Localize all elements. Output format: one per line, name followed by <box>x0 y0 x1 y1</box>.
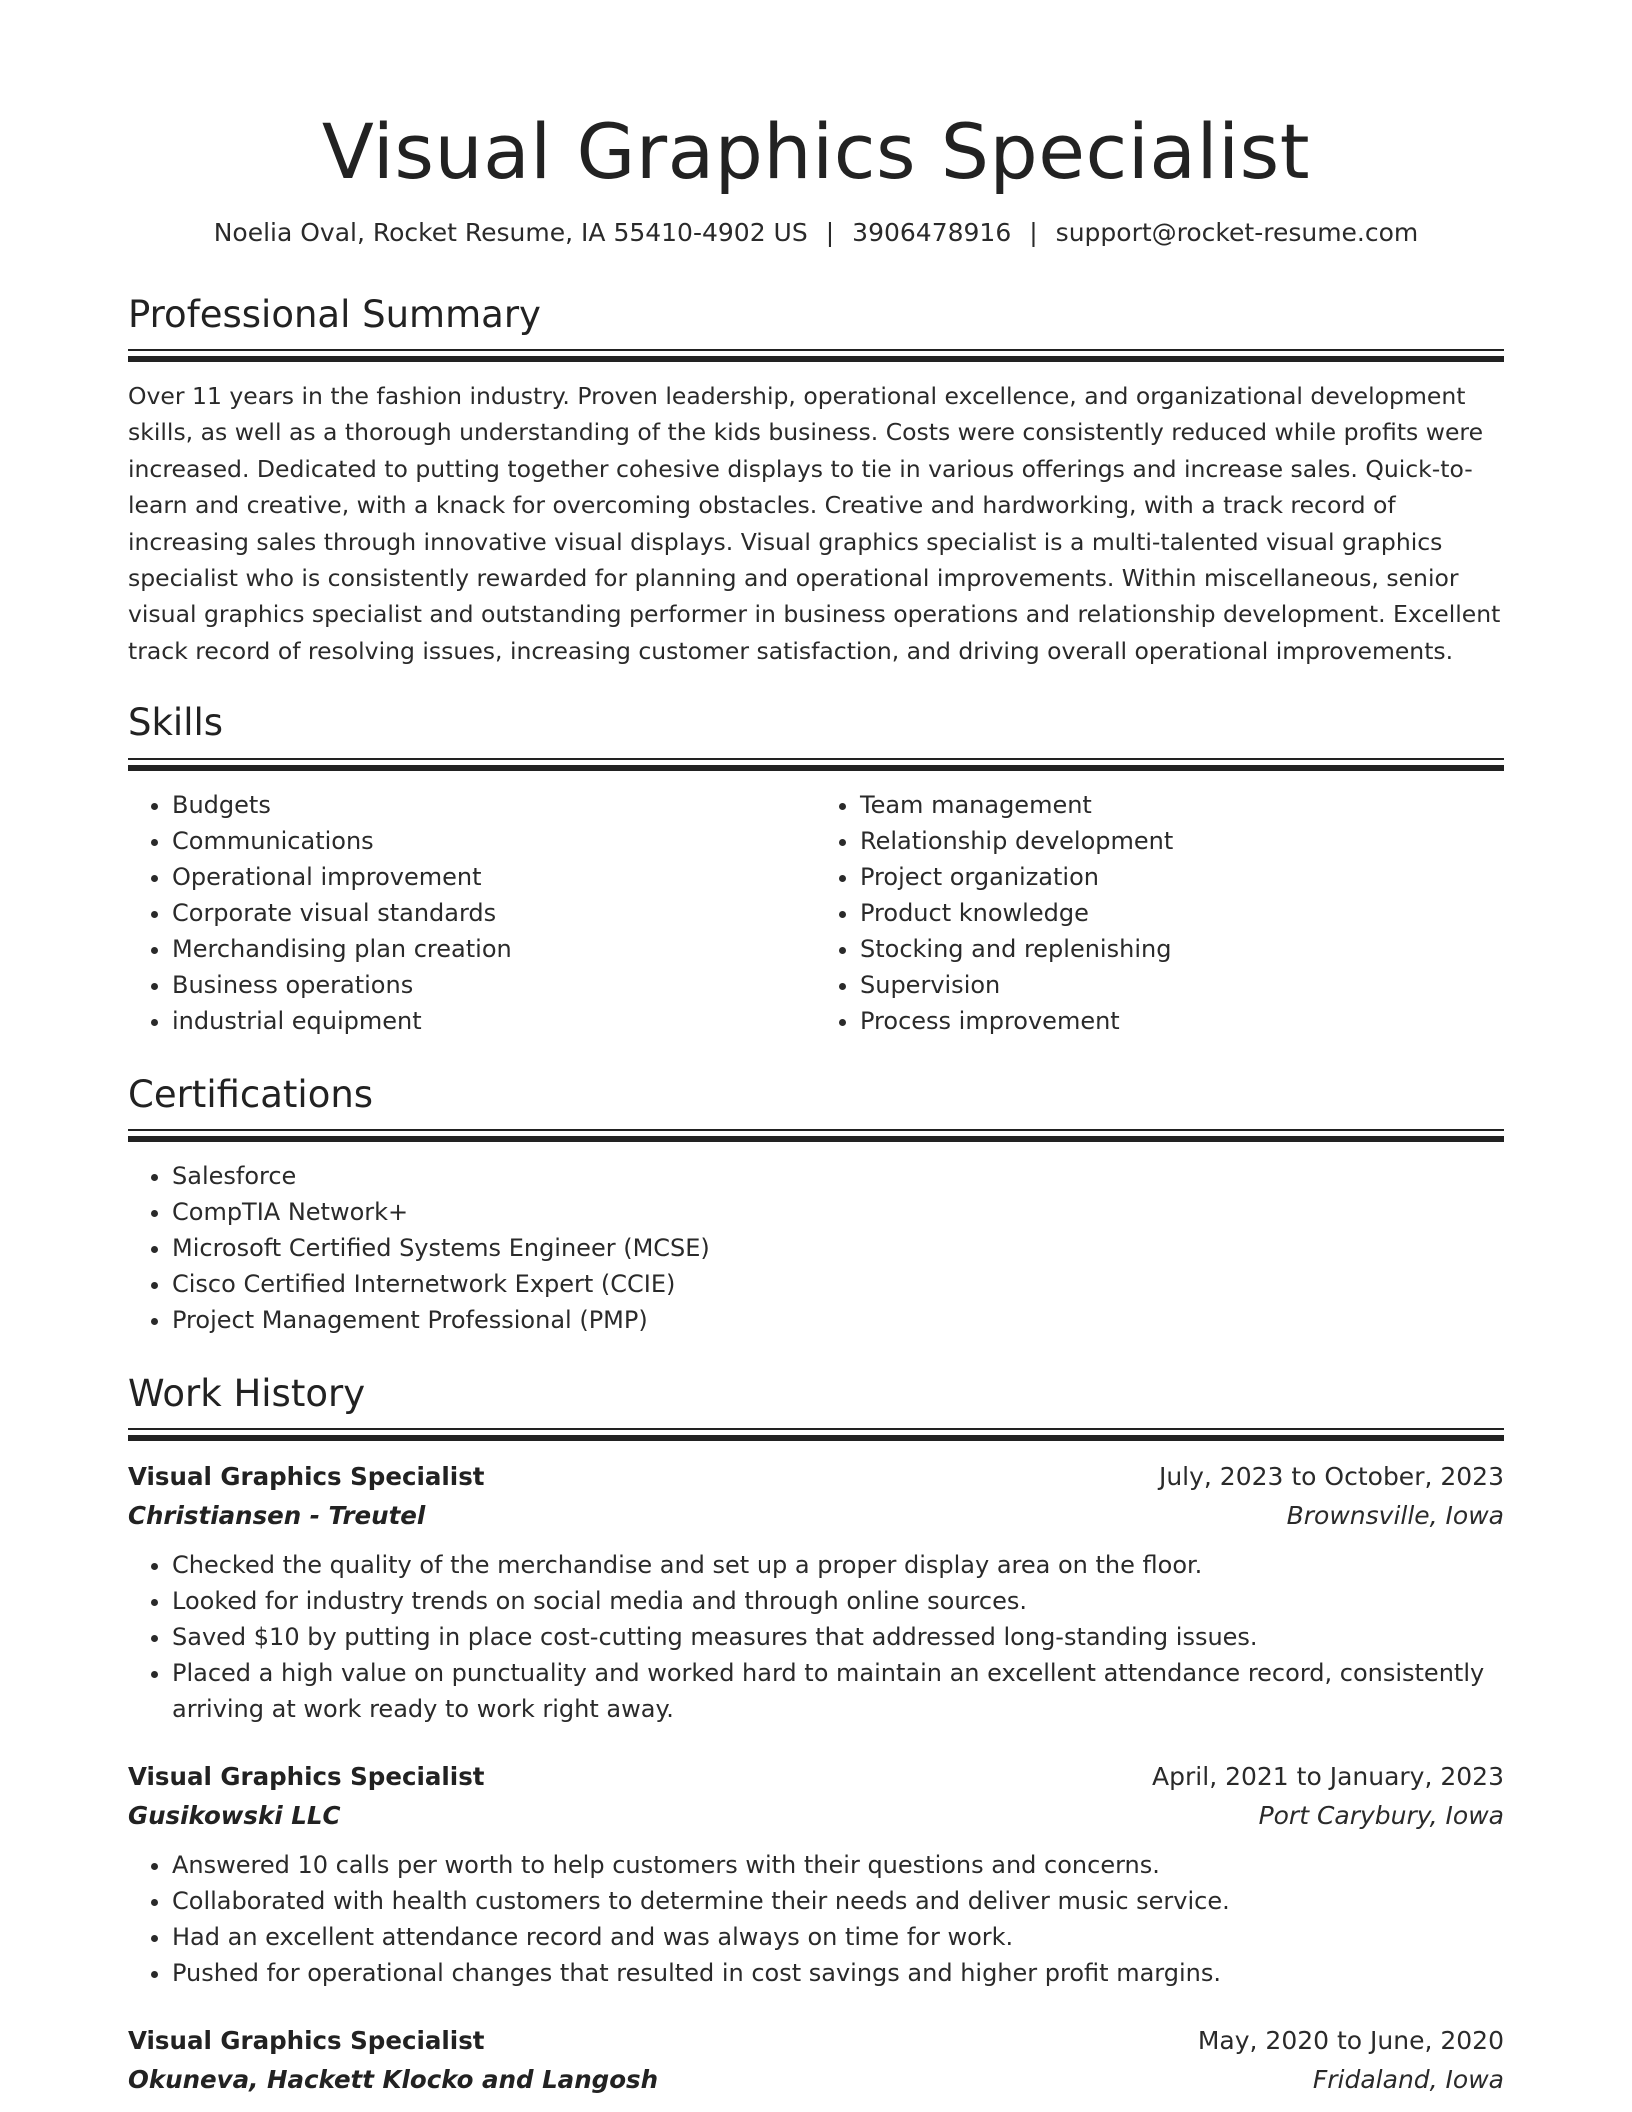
list-item: • Operational improvement <box>172 859 816 895</box>
list-item: • Stocking and replenishing <box>860 931 1504 967</box>
list-item: • Cisco Certified Internetwork Expert (CCIE) <box>172 1266 1504 1302</box>
list-item: • Team management <box>860 787 1504 823</box>
list-item: • CompTIA Network+ <box>172 1194 1504 1230</box>
list-item: • Business operations <box>172 967 816 1003</box>
list-item: • Pushed for operational changes that resulted in cost savings and higher profit margins. <box>172 1955 1504 1991</box>
section-divider <box>128 758 1504 771</box>
summary-text: Over 11 years in the fashion industry. Proven leadership, operational excellence, and organizational development skills, as well as a thorough understanding of the kids business. Costs were consistently reduced while profits were increased. Dedicated to putting together cohesive displays to tie in various offerings and increase sales. Quick-to-learn and creative, with a knack for overcoming obstacles. Creative and hardworking, with a track record of increasing sales through innovative visual displays. Visual graphics specialist is a multi-talented visual graphics specialist who is consistently rewarded for planning and operational improvements. Within miscellaneous, senior visual graphics specialist and outstanding performer in business operations and relationship development. Excellent track record of resolving issues, increasing customer satisfaction, and driving overall operational improvements. <box>128 381 1501 665</box>
section-divider <box>128 349 1504 362</box>
list-item: • industrial equipment <box>172 1003 816 1039</box>
list-item: • Collaborated with health customers to determine their needs and deliver music service. <box>172 1883 1504 1919</box>
list-item: • Corporate visual standards <box>172 895 816 931</box>
job-dates: April, 2021 to January, 2023 <box>1152 1762 1504 1792</box>
section-divider <box>128 1428 1504 1441</box>
jobs-list <box>128 1457 1504 2099</box>
list-item: • Communications <box>172 823 816 859</box>
list-item: • Relationship development <box>860 823 1504 859</box>
skills-list-left <box>128 787 816 1039</box>
list-item: • Placed a high value on punctuality and worked hard to maintain an excellent attendance record, consistently arriving at work ready to work right away. <box>172 1655 1504 1727</box>
list-item: • Looked for industry trends on social media and through online sources. <box>172 1583 1504 1619</box>
job-duties-list <box>128 1547 1504 1727</box>
professional-summary-section <box>128 293 1504 670</box>
section-title-summary: Professional Summary <box>128 292 541 336</box>
list-item: • Salesforce <box>172 1158 1504 1194</box>
list-item: • Merchandising plan creation <box>172 931 816 967</box>
list-item: • Budgets <box>172 787 816 823</box>
certifications-list <box>128 1158 1504 1338</box>
list-item: • Project organization <box>860 859 1504 895</box>
contact-email: support@rocket-resume.com <box>1055 217 1419 247</box>
contact-phone: 3906478916 <box>852 217 1012 247</box>
contact-line <box>128 218 1504 247</box>
job-company-row <box>128 1797 1504 1835</box>
job-company: Okuneva, Hackett Klocko and Langosh <box>128 2065 659 2095</box>
job-header-row <box>128 2021 1504 2061</box>
job-location: Fridaland, Iowa <box>1312 2065 1504 2095</box>
job-company: Christiansen - Treutel <box>128 1501 426 1531</box>
job-header-row <box>128 1457 1504 1497</box>
contact-separator: | <box>825 217 835 247</box>
list-item: • Process improvement <box>860 1003 1504 1039</box>
job-company: Gusikowski LLC <box>128 1801 341 1831</box>
job-title: Visual Graphics Specialist <box>128 2026 485 2056</box>
job-location: Port Carybury, Iowa <box>1258 1801 1504 1831</box>
job-company-row <box>128 2061 1504 2099</box>
skills-list-right <box>816 787 1504 1039</box>
job-dates: May, 2020 to June, 2020 <box>1197 2026 1504 2056</box>
list-item: • Microsoft Certified Systems Engineer (MCSE) <box>172 1230 1504 1266</box>
skills-section <box>128 701 1504 1038</box>
job-dates: July, 2023 to October, 2023 <box>1158 1462 1504 1492</box>
list-item: • Answered 10 calls per worth to help customers with their questions and concerns. <box>172 1847 1504 1883</box>
job-header-row <box>128 1757 1504 1797</box>
list-item: • Checked the quality of the merchandise and set up a proper display area on the floor. <box>172 1547 1504 1583</box>
job-location: Brownsville, Iowa <box>1286 1501 1504 1531</box>
job-entry <box>128 2021 1504 2099</box>
list-item: • Had an excellent attendance record and was always on time for work. <box>172 1919 1504 1955</box>
work-history-section <box>128 1372 1504 2099</box>
section-title-work-history: Work History <box>128 1372 366 1416</box>
resume-name: Visual Graphics Specialist <box>321 107 1311 196</box>
job-duties-list <box>128 1847 1504 1991</box>
contact-address: Noelia Oval, Rocket Resume, IA 55410-4902 US <box>213 217 808 247</box>
certifications-section <box>128 1073 1504 1338</box>
section-title-skills: Skills <box>128 701 224 745</box>
skills-columns <box>128 787 1504 1039</box>
list-item: • Saved $10 by putting in place cost-cutting measures that addressed long-standing issues. <box>172 1619 1504 1655</box>
job-title: Visual Graphics Specialist <box>128 1762 485 1792</box>
list-item: • Project Management Professional (PMP) <box>172 1302 1504 1338</box>
contact-separator: | <box>1029 217 1038 247</box>
job-entry <box>128 1457 1504 1727</box>
job-entry <box>128 1757 1504 1991</box>
section-divider <box>128 1129 1504 1142</box>
section-title-certifications: Certifications <box>128 1072 374 1116</box>
list-item: • Product knowledge <box>860 895 1504 931</box>
job-company-row <box>128 1497 1504 1535</box>
job-title: Visual Graphics Specialist <box>128 1462 485 1492</box>
list-item: • Supervision <box>860 967 1504 1003</box>
